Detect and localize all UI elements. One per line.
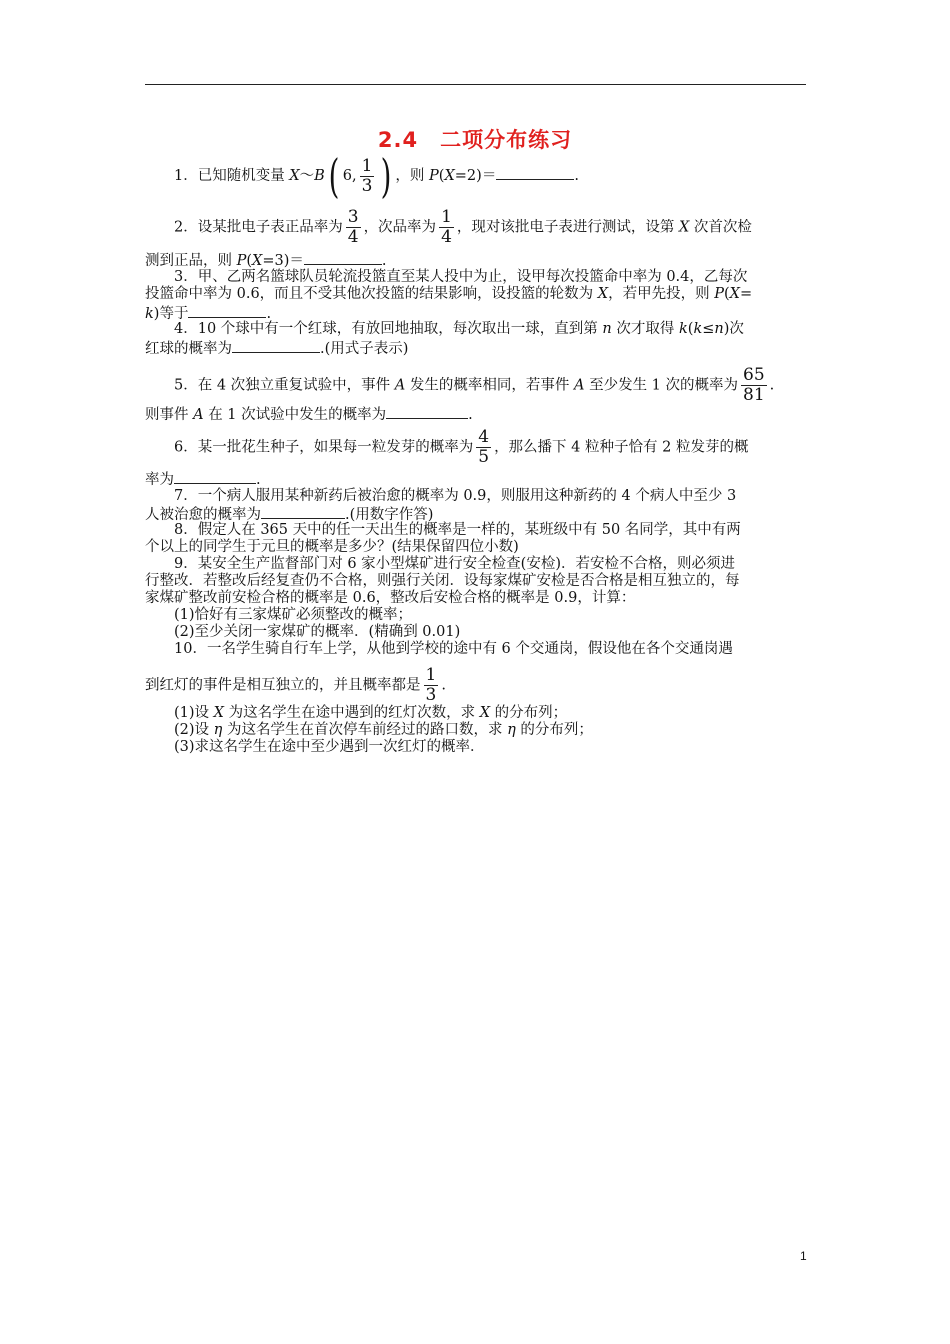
q4-k2: k xyxy=(693,321,703,337)
question-9-part-1: (1)恰好有三家煤矿必须整改的概率； xyxy=(174,607,413,623)
q1-rparen: ) xyxy=(381,149,392,203)
q10-l2-text: 到红灯的事件是相互独立的，并且概率都是 xyxy=(145,677,421,694)
q3-var2: X xyxy=(729,286,740,302)
q2-text-b: ，次品率为 xyxy=(363,219,437,236)
page-title: 2.4 二项分布练习 xyxy=(377,128,573,152)
question-10: 10．一名学生骑自行车上学，从他到学校的途中有 6 个交通岗，假设他在各个交通岗遇 xyxy=(174,641,733,657)
question-9-line-3: 家煤矿整改前安检合格的概率是 0.6，整改后安检合格的概率是 0.9，计算： xyxy=(145,590,636,606)
q6-frac-den: 5 xyxy=(478,447,490,467)
q5-l2-text: 则事件 xyxy=(145,407,194,423)
q4-l2-text: 红球的概率为 xyxy=(145,341,232,357)
q5-a: A xyxy=(394,377,406,394)
q4-text-b: 次才取得 xyxy=(611,321,679,337)
q6-frac-num: 4 xyxy=(478,427,490,447)
q4-rp: )次 xyxy=(723,321,744,337)
q5-end: . xyxy=(769,377,775,394)
q2-fraction-1 xyxy=(346,208,361,247)
q10-p1-a: (1)设 xyxy=(174,705,214,721)
q10-fraction xyxy=(424,666,439,705)
q3-eq: = xyxy=(739,286,753,302)
q3-lp: ( xyxy=(723,286,730,302)
q6-text: 6．某一批花生种子，如果每一粒发芽的概率为 xyxy=(174,439,474,456)
q1-frac-den: 3 xyxy=(361,175,373,196)
q6-answer-blank[interactable] xyxy=(174,469,256,484)
q3-var: X xyxy=(597,286,609,302)
question-8: 8．假定人在 365 天中的任一天出生的概率是一样的，某班级中有 50 名同学，其中有两 xyxy=(174,522,741,538)
q4-text: 4．10 个球中有一个红球，有放回地抽取，每次取出一球，直到第 xyxy=(174,321,603,337)
q3-answer-blank[interactable] xyxy=(188,303,266,318)
q1-lp: ( xyxy=(438,168,445,184)
q1-text: 1．已知随机变量 xyxy=(174,168,290,184)
q3-p: P xyxy=(714,286,724,302)
q6-end: . xyxy=(256,472,261,488)
q1-text-b: ，则 xyxy=(395,168,430,184)
q1-b: B xyxy=(314,168,325,184)
q10-p2-eta: η xyxy=(213,722,223,738)
q1-end: . xyxy=(574,168,579,184)
q1-lparen: ( xyxy=(328,149,340,203)
q6-text-b: ，那么播下 4 粒种子恰有 2 粒发芽的概 xyxy=(494,439,749,456)
q10-end: . xyxy=(441,677,446,694)
q5-text-c: 至少发生 1 次的概率为 xyxy=(584,377,739,394)
q10-p1-var: X xyxy=(213,705,224,721)
q10-p2-c: 的分布列； xyxy=(515,722,593,738)
q2-end: . xyxy=(381,253,387,269)
q3-l2-text: 投篮命中率为 0.6，而且不受其他次投篮的结果影响，设投篮的轮数为 xyxy=(145,286,598,302)
q2-frac2-num: 1 xyxy=(441,207,452,227)
q5-frac-den: 81 xyxy=(743,385,765,405)
q3-l3-text: )等于 xyxy=(153,306,189,322)
q6-fraction xyxy=(476,428,491,467)
q2-text-d: 次首次检 xyxy=(689,219,752,236)
q3-end: . xyxy=(266,306,272,322)
question-9-line-2: 行整改．若整改后经复查仍不合格，则强行关闭．设每家煤矿安检是否合格是相互独立的，每 xyxy=(145,573,740,589)
q5-a3: A xyxy=(193,407,204,423)
q2-text-c: ，现对该批电子表进行测试，设第 xyxy=(456,219,679,236)
q10-p1-b: 为这名学生在途中遇到的红灯次数，求 xyxy=(223,705,480,721)
q10-p1-var2: X xyxy=(479,705,491,721)
question-10-part-3: (3)求这名学生在途中至少遇到一次红灯的概率． xyxy=(174,739,485,755)
q5-fraction xyxy=(741,366,767,405)
q4-answer-blank[interactable] xyxy=(232,338,320,353)
q10-p2-b: 为这名学生在首次停车前经过的路口数，求 xyxy=(222,722,508,738)
q1-fraction xyxy=(360,157,375,196)
q5-frac-num: 65 xyxy=(743,365,765,385)
question-7: 7．一个病人服用某种新药后被治愈的概率为 0.9，则服用这种新药的 4 个病人中至少 3 xyxy=(174,488,737,504)
q4-l2-note: .(用式子表示) xyxy=(320,341,409,357)
question-9-part-2: (2)至少关闭一家煤矿的概率．(精确到 0.01) xyxy=(174,624,461,640)
q2-l2-text: 测到正品，则 xyxy=(145,253,237,269)
q2-p: P xyxy=(236,253,247,269)
q2-var: X xyxy=(679,219,690,236)
q5-text-b: 发生的概率相同，若事件 xyxy=(405,377,574,394)
q3-l2-text-b: ，若甲先投，则 xyxy=(608,286,715,302)
q5-a2: A xyxy=(573,377,585,394)
q1-eq: =2)＝ xyxy=(454,168,497,184)
q1-var2: X xyxy=(444,168,455,184)
q4-n2: n xyxy=(714,321,724,337)
q4-leq: ≤ xyxy=(702,321,715,337)
q2-answer-blank[interactable] xyxy=(304,250,382,265)
q7-l2-text: 人被治愈的概率为 xyxy=(145,507,261,523)
q7-answer-blank[interactable] xyxy=(261,504,345,519)
q4-k: k xyxy=(678,321,688,337)
question-10-line-2 xyxy=(145,666,446,705)
q6-l2-text: 率为 xyxy=(145,472,174,488)
q2-var2: X xyxy=(252,253,263,269)
question-2-line-2 xyxy=(145,250,387,270)
question-3: 3．甲、乙两名篮球队员轮流投篮直至某人投中为止，设甲每次投篮命中率为 0.4，乙每次 xyxy=(174,269,748,285)
question-4 xyxy=(174,320,744,338)
q1-n: 6, xyxy=(342,168,357,184)
q5-text: 5．在 4 次独立重复试验中，事件 xyxy=(174,377,395,394)
question-5-line-2 xyxy=(145,404,473,424)
q7-l2-note: .(用数字作答) xyxy=(345,507,434,523)
q2-fraction-2 xyxy=(439,208,454,247)
question-10-part-1 xyxy=(174,704,567,722)
question-6-line-2 xyxy=(145,469,261,489)
q1-frac-num: 1 xyxy=(361,155,373,176)
q2-frac1-num: 3 xyxy=(347,207,359,227)
q1-var: X xyxy=(289,168,300,184)
q10-frac-num: 1 xyxy=(425,665,437,685)
q10-p2-a: (2)设 xyxy=(174,722,214,738)
q4-n: n xyxy=(602,321,612,337)
q2-frac2-den: 4 xyxy=(441,227,452,247)
q10-p1-c: 的分布列； xyxy=(490,705,568,721)
q2-l2-lp: ( xyxy=(246,253,253,269)
q10-frac-den: 3 xyxy=(425,685,437,705)
q2-frac1-den: 4 xyxy=(347,227,359,247)
question-1 xyxy=(174,149,579,203)
question-3-line-2 xyxy=(145,285,752,303)
q5-answer-blank[interactable] xyxy=(386,404,468,419)
q1-answer-blank[interactable] xyxy=(496,165,574,180)
q2-text: 2．设某批电子表正品率为 xyxy=(174,219,343,236)
page-number: 1 xyxy=(800,1249,807,1263)
q10-p2-eta2: η xyxy=(507,722,516,738)
header-rule xyxy=(145,84,806,85)
q4-lp: ( xyxy=(687,321,694,337)
question-5 xyxy=(174,366,774,405)
question-8-line-2: 个以上的同学生于元旦的概率是多少？(结果保留四位小数) xyxy=(145,539,519,555)
q3-k: k xyxy=(145,306,154,322)
q2-l2-eq: =3)＝ xyxy=(262,253,304,269)
question-4-line-2 xyxy=(145,338,408,358)
q5-l2-end: . xyxy=(468,407,473,423)
q5-l2-text-b: 在 1 次试验中发生的概率为 xyxy=(203,407,387,423)
q1-sim: ～ xyxy=(299,168,315,184)
question-10-part-2 xyxy=(174,721,593,739)
question-2 xyxy=(174,208,752,247)
question-6 xyxy=(174,428,748,467)
question-9: 9．某安全生产监督部门对 6 家小型煤矿进行安全检查(安检)．若安检不合格，则必须进 xyxy=(174,556,735,572)
q1-p: P xyxy=(429,168,439,184)
